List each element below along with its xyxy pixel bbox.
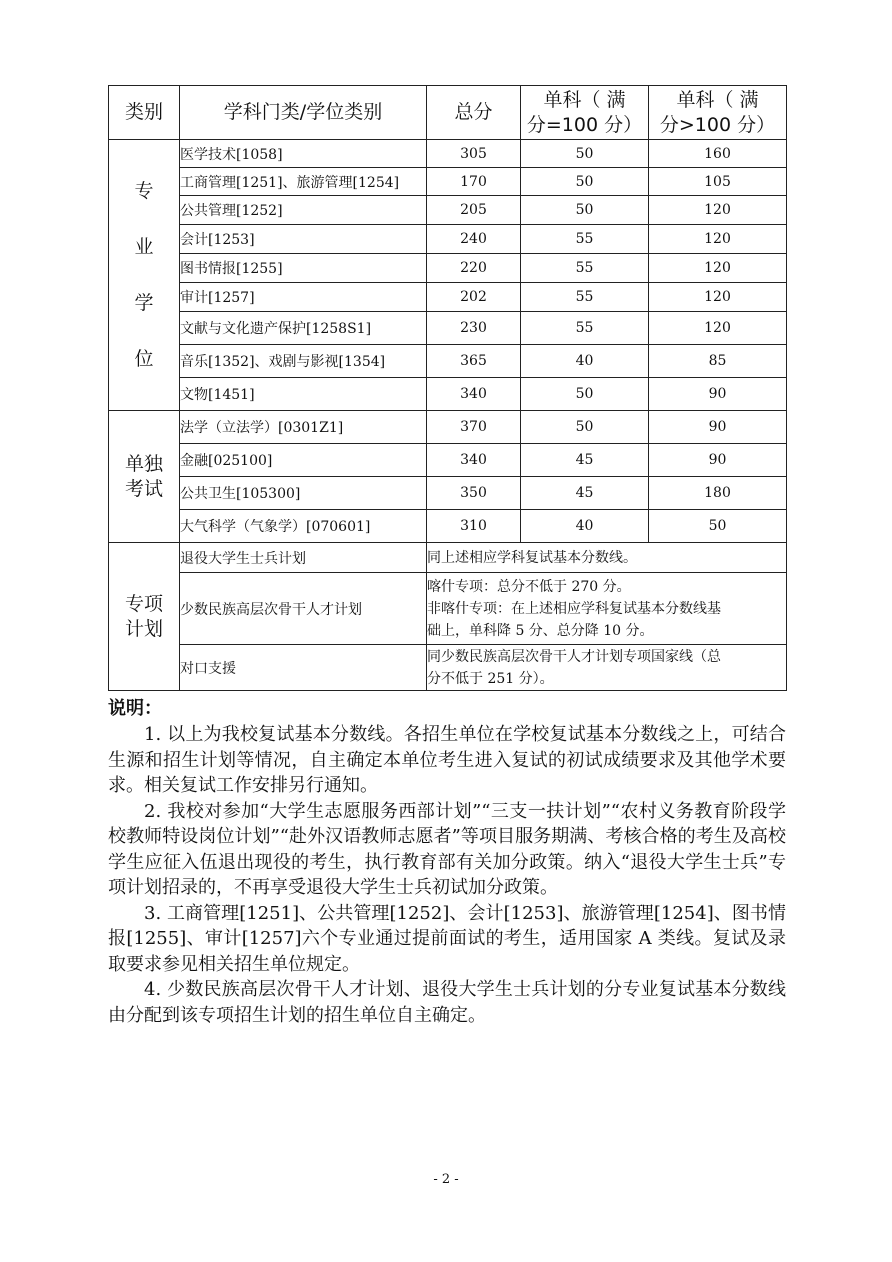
subject-cell: 文献与文化遗产保护[1258S1] [180, 312, 427, 345]
special-note-cell [427, 645, 787, 691]
group-char: 计划 [124, 617, 163, 640]
header-single-over-line1: 单科（ 满 [676, 88, 759, 111]
explanation-paragraph: 2. 我校对参加“大学生志愿服务西部计划”“三支一扶计划”“农村义务教育阶段学校教师特设岗位计划”“赴外汉语教师志愿者”等项目服务期满、考核合格的考生及高校学生应征入伍退出现役的考生，执行教育部有关加分政策。纳入“退役大学生士兵”专项计划招录的，不再享受退役大学生士兵初试加分政策。 [108, 800, 786, 898]
single-over-cell: 105 [649, 168, 787, 196]
single-100-cell: 50 [521, 378, 649, 411]
subject-cell: 少数民族高层次骨干人才计划 [180, 573, 427, 645]
group-independent-label [109, 411, 180, 543]
header-total: 总分 [427, 86, 521, 140]
total-cell: 170 [427, 168, 521, 196]
subject-cell: 金融[025100] [180, 444, 427, 477]
note-line: 同上述相应学科复试基本分数线。 [427, 549, 637, 566]
header-category: 类别 [109, 86, 180, 140]
single-over-cell: 85 [649, 345, 787, 378]
single-100-cell: 50 [521, 411, 649, 444]
explanation-paragraph: 4. 少数民族高层次骨干人才计划、退役大学生士兵计划的分专业复试基本分数线由分配到该专项招生计划的招生单位自主确定。 [108, 979, 786, 1026]
table-row [109, 411, 787, 444]
subject-cell: 医学技术[1058] [180, 140, 427, 168]
single-100-cell: 55 [521, 312, 649, 345]
total-cell: 370 [427, 411, 521, 444]
single-100-cell: 45 [521, 444, 649, 477]
explanation-title: 说明： [108, 698, 162, 719]
subject-cell: 审计[1257] [180, 283, 427, 312]
group-professional-label [109, 140, 180, 411]
explanation-paragraph: 3. 工商管理[1251]、公共管理[1252]、会计[1253]、旅游管理[1254]、图书情报[1255]、审计[1257]六个专业通过提前面试的考生，适用国家 A 类线。复试及录取要求参见相关招生单位规定。 [108, 902, 786, 975]
table-row [109, 444, 787, 477]
total-cell: 350 [427, 477, 521, 510]
header-single-100-line2: 分=100 分） [526, 113, 643, 136]
single-100-cell: 40 [521, 510, 649, 543]
total-cell: 340 [427, 378, 521, 411]
subject-cell: 工商管理[1251]、旅游管理[1254] [180, 168, 427, 196]
single-100-cell: 55 [521, 225, 649, 254]
note-line: 非喀什专项：在上述相应学科复试基本分数线基 [427, 600, 721, 617]
single-over-cell: 50 [649, 510, 787, 543]
subject-cell: 法学（立法学）[0301Z1] [180, 411, 427, 444]
group-char: 业 [134, 236, 154, 258]
table-row [109, 312, 787, 345]
total-cell: 230 [427, 312, 521, 345]
table-row [109, 378, 787, 411]
special-note-cell [427, 573, 787, 645]
total-cell: 365 [427, 345, 521, 378]
single-100-cell: 55 [521, 283, 649, 312]
single-over-cell: 120 [649, 283, 787, 312]
total-cell: 240 [427, 225, 521, 254]
table-row [109, 477, 787, 510]
header-single-100 [521, 86, 649, 140]
group-char: 考试 [124, 477, 163, 500]
single-over-cell: 90 [649, 411, 787, 444]
subject-cell: 图书情报[1255] [180, 254, 427, 283]
single-over-cell: 180 [649, 477, 787, 510]
table-row [109, 225, 787, 254]
header-subject: 学科门类/学位类别 [180, 86, 427, 140]
special-note-cell [427, 543, 787, 573]
single-over-cell: 120 [649, 225, 787, 254]
subject-cell: 音乐[1352]、戏剧与影视[1354] [180, 345, 427, 378]
single-100-cell: 45 [521, 477, 649, 510]
table-row [109, 510, 787, 543]
explanation-section [108, 696, 786, 1028]
single-100-cell: 50 [521, 140, 649, 168]
table-row [109, 543, 787, 573]
header-single-over-100 [649, 86, 787, 140]
header-single-100-line1: 单科（ 满 [543, 88, 626, 111]
note-line: 分不低于 251 分）。 [427, 670, 554, 687]
score-table [108, 85, 787, 691]
table-row [109, 645, 787, 691]
single-over-cell: 120 [649, 312, 787, 345]
total-cell: 310 [427, 510, 521, 543]
group-char: 专 [134, 180, 154, 202]
single-100-cell: 50 [521, 196, 649, 225]
single-100-cell: 50 [521, 168, 649, 196]
table-row [109, 345, 787, 378]
group-char: 单独 [124, 452, 163, 475]
single-over-cell: 120 [649, 254, 787, 283]
table-row [109, 254, 787, 283]
note-line: 喀什专项：总分不低于 270 分。 [427, 578, 631, 595]
note-line: 础上，单科降 5 分、总分降 10 分。 [427, 622, 654, 639]
table-row [109, 168, 787, 196]
single-100-cell: 55 [521, 254, 649, 283]
table-row [109, 140, 787, 168]
table-row [109, 573, 787, 645]
total-cell: 305 [427, 140, 521, 168]
total-cell: 220 [427, 254, 521, 283]
table-header-row [109, 86, 787, 140]
single-over-cell: 120 [649, 196, 787, 225]
group-special-label [109, 543, 180, 691]
single-over-cell: 160 [649, 140, 787, 168]
group-char: 位 [134, 348, 154, 370]
subject-cell: 文物[1451] [180, 378, 427, 411]
subject-cell: 对口支援 [180, 645, 427, 691]
total-cell: 340 [427, 444, 521, 477]
subject-cell: 公共卫生[105300] [180, 477, 427, 510]
table-row [109, 283, 787, 312]
explanation-paragraph: 1. 以上为我校复试基本分数线。各招生单位在学校复试基本分数线之上，可结合生源和招生计划等情况，自主确定本单位考生进入复试的初试成绩要求及其他学术要求。相关复试工作安排另行通知。 [108, 724, 786, 796]
subject-cell: 大气科学（气象学）[070601] [180, 510, 427, 543]
group-char: 专项 [124, 592, 163, 615]
subject-cell: 退役大学生士兵计划 [180, 543, 427, 573]
table-row [109, 196, 787, 225]
single-100-cell: 40 [521, 345, 649, 378]
total-cell: 202 [427, 283, 521, 312]
note-line: 同少数民族高层次骨干人才计划专项国家线（总 [427, 648, 721, 665]
single-over-cell: 90 [649, 378, 787, 411]
single-over-cell: 90 [649, 444, 787, 477]
header-single-over-line2: 分>100 分） [659, 113, 776, 136]
subject-cell: 会计[1253] [180, 225, 427, 254]
group-char: 学 [134, 292, 154, 314]
total-cell: 205 [427, 196, 521, 225]
page-number: - 2 - [433, 1172, 459, 1187]
subject-cell: 公共管理[1252] [180, 196, 427, 225]
